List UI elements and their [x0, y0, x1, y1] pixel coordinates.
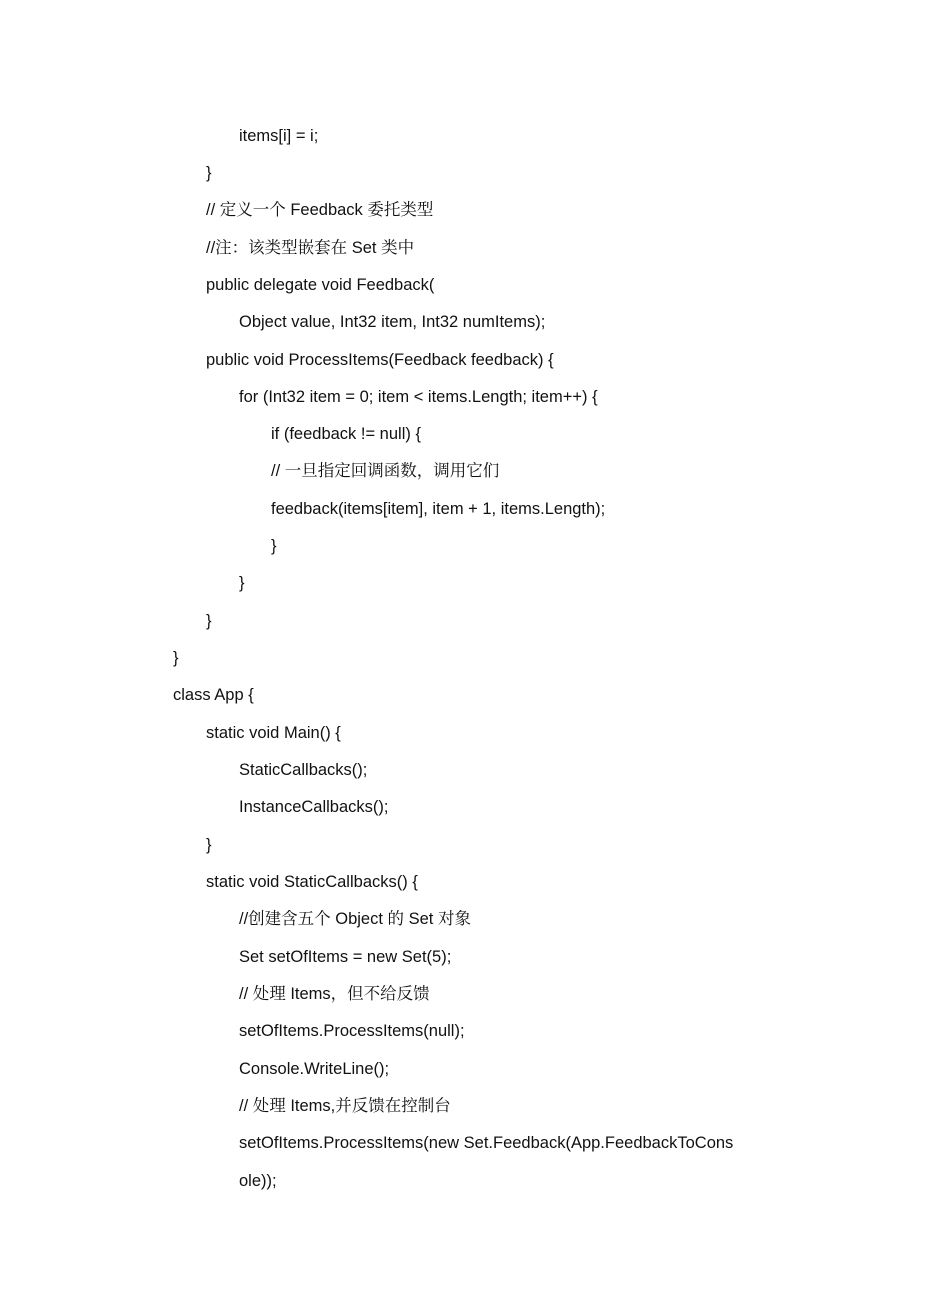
code-line: StaticCallbacks(); [239, 761, 368, 779]
code-line: static void StaticCallbacks() { [206, 873, 418, 891]
code-line: public delegate void Feedback( [206, 276, 435, 294]
code-line: } [239, 574, 245, 592]
code-comment: // 处理 Items,并反馈在控制台 [239, 1097, 451, 1115]
code-line: Set setOfItems = new Set(5); [239, 948, 452, 966]
code-line: ole)); [239, 1172, 277, 1190]
code-line: Console.WriteLine(); [239, 1060, 390, 1078]
code-comment: // 处理 Items，但不给反馈 [239, 985, 430, 1003]
code-line: if (feedback != null) { [271, 425, 421, 443]
code-line: } [173, 649, 179, 667]
code-line: items[i] = i; [239, 127, 319, 145]
code-line: InstanceCallbacks(); [239, 798, 389, 816]
code-line: Object value, Int32 item, Int32 numItems); [239, 313, 546, 331]
code-line: } [271, 537, 277, 555]
code-line: } [206, 836, 212, 854]
code-line: public void ProcessItems(Feedback feedback) { [206, 351, 554, 369]
code-comment: // 定义一个 Feedback 委托类型 [206, 201, 434, 219]
code-line: static void Main() { [206, 724, 341, 742]
code-comment: //注：该类型嵌套在 Set 类中 [206, 239, 415, 257]
code-line: class App { [173, 686, 254, 704]
code-comment: //创建含五个 Object 的 Set 对象 [239, 910, 471, 928]
code-line: } [206, 164, 212, 182]
code-line: setOfItems.ProcessItems(new Set.Feedback(App.FeedbackToCons [239, 1134, 734, 1152]
code-line: feedback(items[item], item + 1, items.Length); [271, 500, 606, 518]
code-line: for (Int32 item = 0; item < items.Length; item++) { [239, 388, 598, 406]
code-comment: // 一旦指定回调函数，调用它们 [271, 462, 500, 480]
code-line: } [206, 612, 212, 630]
code-line: setOfItems.ProcessItems(null); [239, 1022, 465, 1040]
